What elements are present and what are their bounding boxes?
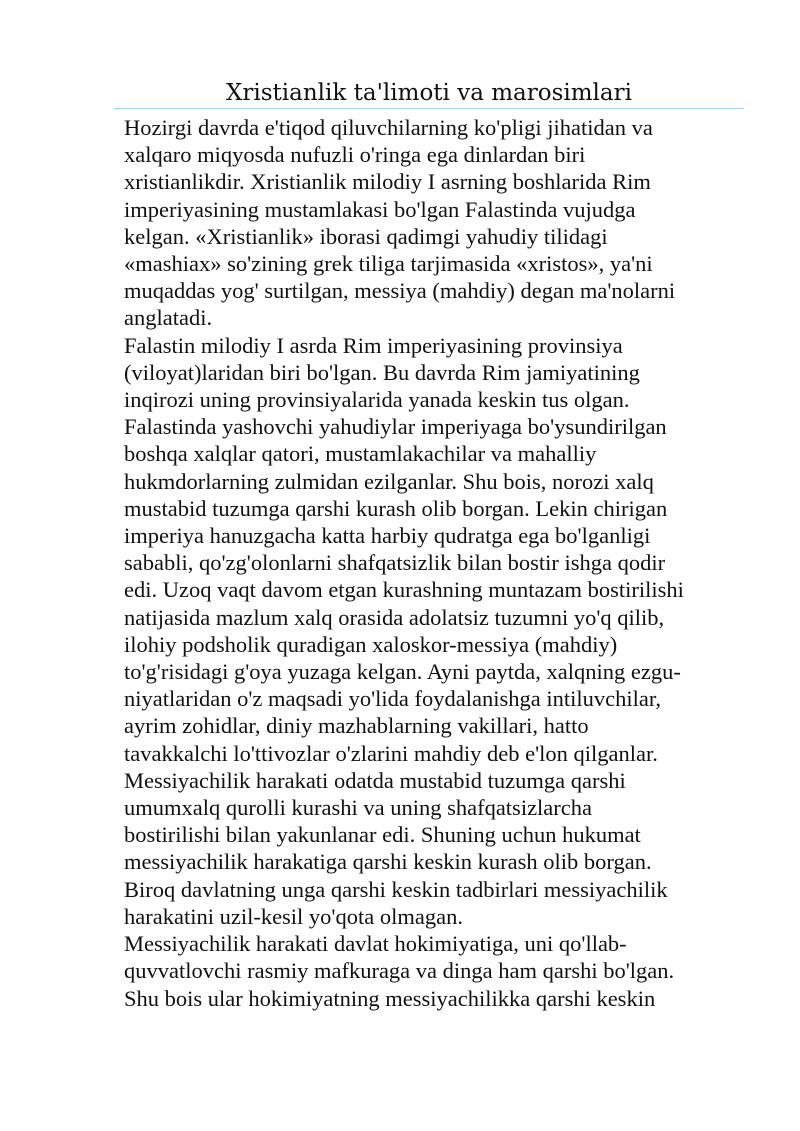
text-line: Biroq davlatning unga qarshi keskin tadbirlari messiyachilik <box>124 876 668 902</box>
text-line: to'g'risidagi g'oya yuzaga kelgan. Ayni paytda, xalqning ezgu- <box>124 659 681 685</box>
text-line: quvvatlovchi rasmiy mafkuraga va dinga ham qarshi bo'lgan. <box>124 958 675 984</box>
document-title: Xristianlik ta'limoti va marosimlari <box>226 80 632 106</box>
text-line: imperiyasining mustamlakasi bo'lgan Falastinda vujudga <box>124 196 636 222</box>
text-line: muqaddas yog' surtilgan, messiya (mahdiy) degan ma'nolarni <box>124 278 676 304</box>
text-line: Messiyachilik harakati davlat hokimiyatiga, uni qo'llab- <box>124 931 627 957</box>
text-line: (viloyat)laridan biri bo'lgan. Bu davrda Rim jamiyatining <box>124 359 640 385</box>
title-underline <box>114 108 744 109</box>
document-body <box>124 114 734 1012</box>
text-line: sababli, qo'zg'olonlarni shafqatsizlik bilan bostir ishga qodir <box>124 550 666 576</box>
text-line: edi. Uzoq vaqt davom etgan kurashning muntazam bostirilishi <box>124 577 684 603</box>
text-line: messiyachilik harakatiga qarshi keskin kurash olib borgan. <box>124 849 652 875</box>
text-line: xristianlikdir. Xristianlik milodiy I asrning boshlarida Rim <box>124 169 651 195</box>
text-line: umumxalq qurolli kurashi va uning shafqatsizlarcha <box>124 795 593 821</box>
text-line: xalqaro miqyosda nufuzli o'ringa ega dinlardan biri <box>124 142 586 168</box>
text-line: harakatini uzil-kesil yo'qota olmagan. <box>124 903 463 929</box>
text-line: niyatlaridan o'z maqsadi yo'lida foydalanishga intiluvchilar, <box>124 686 662 712</box>
text-line: ayrim zohidlar, diniy mazhablarning vakillari, hatto <box>124 713 589 739</box>
text-line: kelgan. «Xristianlik» iborasi qadimgi yahudiy tilidagi <box>124 223 608 249</box>
text-line: inqirozi uning provinsiyalarida yanada keskin tus olgan. <box>124 387 630 413</box>
text-line: Hozirgi davrda e'tiqod qiluvchilarning ko'pligi jihatidan va <box>124 115 653 140</box>
text-line: boshqa xalqlar qatori, mustamlakachilar va mahalliy <box>124 441 597 467</box>
text-line: imperiya hanuzgacha katta harbiy qudratga ega bo'lganligi <box>124 523 651 549</box>
text-line: anglatadi. <box>124 305 213 331</box>
text-line: mustabid tuzumga qarshi kurash olib borgan. Lekin chirigan <box>124 495 668 521</box>
text-line: «mashiax» so'zining grek tiliga tarjimasida «xristos», ya'ni <box>124 251 653 277</box>
text-line: Shu bois ular hokimiyatning messiyachilikka qarshi keskin <box>124 985 656 1011</box>
text-line: Falastinda yashovchi yahudiylar imperiyaga bo'ysundirilgan <box>124 414 667 440</box>
text-line: tavakkalchi lo'ttivozlar o'zlarini mahdiy deb e'lon qilganlar. <box>124 740 658 766</box>
text-line: hukmdorlarning zulmidan ezilganlar. Shu bois, norozi xalq <box>124 468 654 494</box>
text-line: bostirilishi bilan yakunlanar edi. Shuning uchun hukumat <box>124 822 641 848</box>
text-line: Messiyachilik harakati odatda mustabid tuzumga qarshi <box>124 767 626 793</box>
text-line: Falastin milodiy I asrda Rim imperiyasining provinsiya <box>124 332 623 358</box>
text-line: ilohiy podsholik quradigan xaloskor-messiya (mahdiy) <box>124 631 618 657</box>
text-line: natijasida mazlum xalq orasida adolatsiz tuzumni yo'q qilib, <box>124 604 665 630</box>
